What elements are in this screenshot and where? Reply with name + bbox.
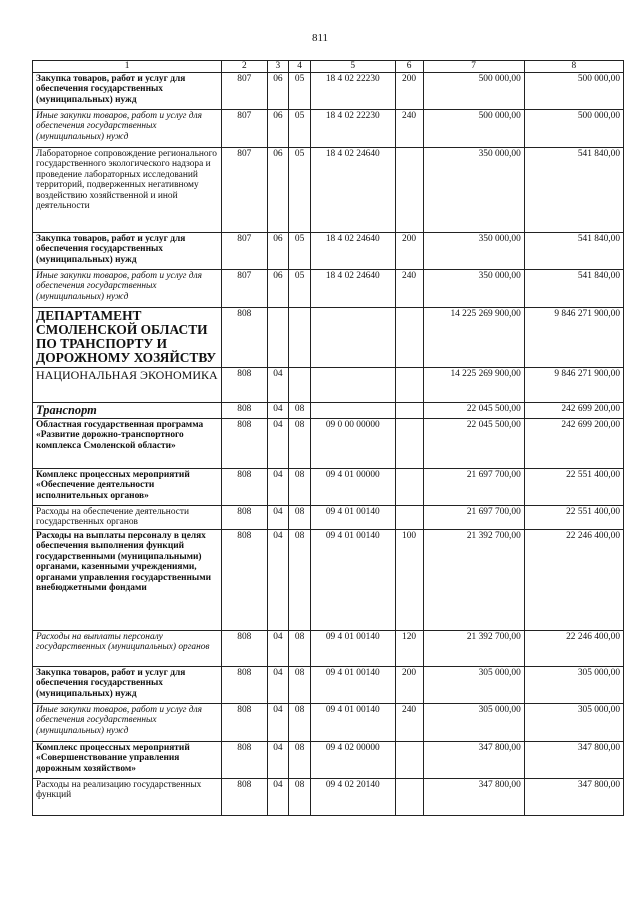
row-section-code: 04 bbox=[267, 402, 289, 418]
row-amount-col8: 347 800,00 bbox=[524, 741, 623, 778]
table-row bbox=[33, 505, 624, 529]
table-row bbox=[33, 529, 624, 630]
row-section-code: 06 bbox=[267, 232, 289, 269]
row-section-code: 04 bbox=[267, 778, 289, 815]
row-expense-type-code: 120 bbox=[395, 630, 423, 666]
row-subsection-code: 05 bbox=[289, 109, 311, 147]
row-expense-type-code: 100 bbox=[395, 529, 423, 630]
row-amount-col8: 305 000,00 bbox=[524, 703, 623, 741]
row-amount-col8: 9 846 271 900,00 bbox=[524, 307, 623, 367]
row-subsection-code: 05 bbox=[289, 269, 311, 307]
row-amount-col7: 21 697 700,00 bbox=[423, 505, 524, 529]
row-section-code: 04 bbox=[267, 418, 289, 468]
row-target-code: 18 4 02 24640 bbox=[310, 269, 395, 307]
row-amount-col8: 347 800,00 bbox=[524, 778, 623, 815]
row-amount-col8: 9 846 271 900,00 bbox=[524, 367, 623, 402]
row-amount-col8: 541 840,00 bbox=[524, 147, 623, 232]
table-row bbox=[33, 418, 624, 468]
row-target-code: 18 4 02 24640 bbox=[310, 232, 395, 269]
row-ministry-code: 807 bbox=[222, 232, 267, 269]
row-name-cell: Комплекс процессных мероприятий «Обеспечение деятельности исполнительных органов» bbox=[33, 468, 222, 505]
header-col-5: 5 bbox=[310, 61, 395, 73]
row-name-cell: Расходы на обеспечение деятельности государственных органов bbox=[33, 505, 222, 529]
row-section-code: 06 bbox=[267, 147, 289, 232]
row-name-cell: Иные закупки товаров, работ и услуг для обеспечения государственных (муниципальных) нужд bbox=[33, 109, 222, 147]
row-amount-col7: 500 000,00 bbox=[423, 72, 524, 109]
row-name-cell: Расходы на реализацию государственных функций bbox=[33, 778, 222, 815]
row-subsection-code: 08 bbox=[289, 468, 311, 505]
row-target-code: 09 4 01 00140 bbox=[310, 703, 395, 741]
header-col-1: 1 bbox=[33, 61, 222, 73]
budget-table bbox=[32, 60, 624, 816]
row-ministry-code: 807 bbox=[222, 109, 267, 147]
header-row bbox=[33, 61, 624, 73]
row-subsection-code: 05 bbox=[289, 147, 311, 232]
row-amount-col7: 305 000,00 bbox=[423, 666, 524, 703]
row-expense-type-code bbox=[395, 367, 423, 402]
row-amount-col7: 305 000,00 bbox=[423, 703, 524, 741]
row-expense-type-code: 240 bbox=[395, 703, 423, 741]
row-expense-type-code: 240 bbox=[395, 109, 423, 147]
row-ministry-code: 808 bbox=[222, 703, 267, 741]
header-col-7: 7 bbox=[423, 61, 524, 73]
row-ministry-code: 808 bbox=[222, 529, 267, 630]
row-name-cell: ДЕПАРТАМЕНТ СМОЛЕНСКОЙ ОБЛАСТИ ПО ТРАНСПОРТУ И ДОРОЖНОМУ ХОЗЯЙСТВУ bbox=[33, 307, 222, 367]
row-subsection-code: 08 bbox=[289, 666, 311, 703]
row-ministry-code: 808 bbox=[222, 307, 267, 367]
row-subsection-code: 08 bbox=[289, 630, 311, 666]
row-expense-type-code bbox=[395, 741, 423, 778]
table-row bbox=[33, 269, 624, 307]
row-target-code: 09 4 01 00140 bbox=[310, 630, 395, 666]
row-ministry-code: 807 bbox=[222, 147, 267, 232]
row-name-cell: Иные закупки товаров, работ и услуг для обеспечения государственных (муниципальных) нужд bbox=[33, 269, 222, 307]
row-subsection-code bbox=[289, 307, 311, 367]
table-row bbox=[33, 703, 624, 741]
row-amount-col7: 22 045 500,00 bbox=[423, 418, 524, 468]
table-row bbox=[33, 630, 624, 666]
row-amount-col8: 22 551 400,00 bbox=[524, 505, 623, 529]
row-amount-col8: 22 246 400,00 bbox=[524, 529, 623, 630]
table-row bbox=[33, 72, 624, 109]
row-amount-col7: 21 392 700,00 bbox=[423, 529, 524, 630]
header-col-3: 3 bbox=[267, 61, 289, 73]
header-col-2: 2 bbox=[222, 61, 267, 73]
row-target-code: 09 4 01 00140 bbox=[310, 505, 395, 529]
row-ministry-code: 808 bbox=[222, 418, 267, 468]
row-name-cell: Транспорт bbox=[33, 402, 222, 418]
row-subsection-code: 08 bbox=[289, 505, 311, 529]
row-target-code: 09 4 01 00000 bbox=[310, 468, 395, 505]
row-target-code bbox=[310, 307, 395, 367]
row-subsection-code: 08 bbox=[289, 703, 311, 741]
row-section-code: 06 bbox=[267, 72, 289, 109]
row-amount-col7: 350 000,00 bbox=[423, 147, 524, 232]
row-ministry-code: 808 bbox=[222, 778, 267, 815]
row-amount-col8: 500 000,00 bbox=[524, 72, 623, 109]
row-amount-col7: 347 800,00 bbox=[423, 778, 524, 815]
row-amount-col7: 350 000,00 bbox=[423, 232, 524, 269]
table-row bbox=[33, 147, 624, 232]
row-section-code bbox=[267, 307, 289, 367]
row-amount-col8: 541 840,00 bbox=[524, 232, 623, 269]
table-row bbox=[33, 109, 624, 147]
row-subsection-code: 05 bbox=[289, 72, 311, 109]
row-ministry-code: 808 bbox=[222, 666, 267, 703]
row-ministry-code: 808 bbox=[222, 630, 267, 666]
row-expense-type-code bbox=[395, 402, 423, 418]
row-name-cell: Закупка товаров, работ и услуг для обеспечения государственных (муниципальных) нужд bbox=[33, 72, 222, 109]
row-ministry-code: 808 bbox=[222, 367, 267, 402]
row-ministry-code: 807 bbox=[222, 72, 267, 109]
table-row bbox=[33, 468, 624, 505]
row-section-code: 04 bbox=[267, 630, 289, 666]
row-expense-type-code: 200 bbox=[395, 232, 423, 269]
row-ministry-code: 808 bbox=[222, 741, 267, 778]
table-row bbox=[33, 367, 624, 402]
row-subsection-code: 08 bbox=[289, 529, 311, 630]
row-target-code: 09 4 02 00000 bbox=[310, 741, 395, 778]
row-name-cell: Комплекс процессных мероприятий «Совершенствование управления дорожным хозяйством» bbox=[33, 741, 222, 778]
row-subsection-code: 05 bbox=[289, 232, 311, 269]
row-expense-type-code: 240 bbox=[395, 269, 423, 307]
row-name-cell: НАЦИОНАЛЬНАЯ ЭКОНОМИКА bbox=[33, 367, 222, 402]
row-target-code: 09 4 01 00140 bbox=[310, 666, 395, 703]
table-row bbox=[33, 232, 624, 269]
row-expense-type-code bbox=[395, 418, 423, 468]
row-expense-type-code bbox=[395, 307, 423, 367]
page-number: 811 bbox=[311, 32, 329, 44]
header-col-6: 6 bbox=[395, 61, 423, 73]
row-name-cell: Закупка товаров, работ и услуг для обеспечения государственных (муниципальных) нужд bbox=[33, 666, 222, 703]
row-amount-col8: 541 840,00 bbox=[524, 269, 623, 307]
row-name-cell: Иные закупки товаров, работ и услуг для обеспечения государственных (муниципальных) нужд bbox=[33, 703, 222, 741]
row-subsection-code: 08 bbox=[289, 741, 311, 778]
row-expense-type-code bbox=[395, 468, 423, 505]
row-amount-col7: 500 000,00 bbox=[423, 109, 524, 147]
row-expense-type-code: 200 bbox=[395, 72, 423, 109]
row-section-code: 04 bbox=[267, 468, 289, 505]
row-section-code: 06 bbox=[267, 269, 289, 307]
row-expense-type-code bbox=[395, 505, 423, 529]
table-row bbox=[33, 778, 624, 815]
row-amount-col8: 242 699 200,00 bbox=[524, 418, 623, 468]
row-target-code: 09 0 00 00000 bbox=[310, 418, 395, 468]
row-amount-col8: 22 246 400,00 bbox=[524, 630, 623, 666]
row-ministry-code: 808 bbox=[222, 468, 267, 505]
table-row bbox=[33, 666, 624, 703]
row-section-code: 04 bbox=[267, 741, 289, 778]
row-amount-col7: 14 225 269 900,00 bbox=[423, 307, 524, 367]
table-body bbox=[33, 72, 624, 815]
row-section-code: 04 bbox=[267, 666, 289, 703]
row-amount-col8: 22 551 400,00 bbox=[524, 468, 623, 505]
row-target-code: 18 4 02 22230 bbox=[310, 109, 395, 147]
row-amount-col7: 21 392 700,00 bbox=[423, 630, 524, 666]
row-section-code: 04 bbox=[267, 703, 289, 741]
row-section-code: 04 bbox=[267, 505, 289, 529]
row-amount-col7: 347 800,00 bbox=[423, 741, 524, 778]
row-amount-col7: 14 225 269 900,00 bbox=[423, 367, 524, 402]
row-ministry-code: 808 bbox=[222, 505, 267, 529]
row-target-code: 09 4 02 20140 bbox=[310, 778, 395, 815]
row-name-cell: Расходы на выплаты персоналу в целях обеспечения выполнения функций государственными (муниципальными) органами, казенными учреждениями, органами управления государственными внебюджетными фондами bbox=[33, 529, 222, 630]
header-col-4: 4 bbox=[289, 61, 311, 73]
table-row bbox=[33, 402, 624, 418]
row-name-cell: Закупка товаров, работ и услуг для обеспечения государственных (муниципальных) нужд bbox=[33, 232, 222, 269]
row-target-code: 18 4 02 22230 bbox=[310, 72, 395, 109]
row-subsection-code bbox=[289, 367, 311, 402]
row-section-code: 04 bbox=[267, 367, 289, 402]
row-target-code bbox=[310, 367, 395, 402]
table-row bbox=[33, 741, 624, 778]
row-ministry-code: 808 bbox=[222, 402, 267, 418]
row-amount-col7: 21 697 700,00 bbox=[423, 468, 524, 505]
header-col-8: 8 bbox=[524, 61, 623, 73]
row-expense-type-code: 200 bbox=[395, 666, 423, 703]
row-section-code: 04 bbox=[267, 529, 289, 630]
row-amount-col7: 22 045 500,00 bbox=[423, 402, 524, 418]
row-expense-type-code bbox=[395, 778, 423, 815]
row-amount-col8: 305 000,00 bbox=[524, 666, 623, 703]
row-amount-col7: 350 000,00 bbox=[423, 269, 524, 307]
row-target-code: 09 4 01 00140 bbox=[310, 529, 395, 630]
row-amount-col8: 500 000,00 bbox=[524, 109, 623, 147]
row-subsection-code: 08 bbox=[289, 418, 311, 468]
row-name-cell: Расходы на выплаты персоналу государственных (муниципальных) органов bbox=[33, 630, 222, 666]
row-name-cell: Областная государственная программа «Развитие дорожно-транспортного комплекса Смоленской области» bbox=[33, 418, 222, 468]
row-target-code: 18 4 02 24640 bbox=[310, 147, 395, 232]
row-name-cell: Лабораторное сопровождение регионального государственного экологического надзора и проведение лабораторных исследований территорий, подверженных негативному воздействию хозяйственной и иной деятельности bbox=[33, 147, 222, 232]
row-amount-col8: 242 699 200,00 bbox=[524, 402, 623, 418]
table-row bbox=[33, 307, 624, 367]
row-ministry-code: 807 bbox=[222, 269, 267, 307]
row-section-code: 06 bbox=[267, 109, 289, 147]
row-subsection-code: 08 bbox=[289, 778, 311, 815]
row-expense-type-code bbox=[395, 147, 423, 232]
row-target-code bbox=[310, 402, 395, 418]
row-subsection-code: 08 bbox=[289, 402, 311, 418]
